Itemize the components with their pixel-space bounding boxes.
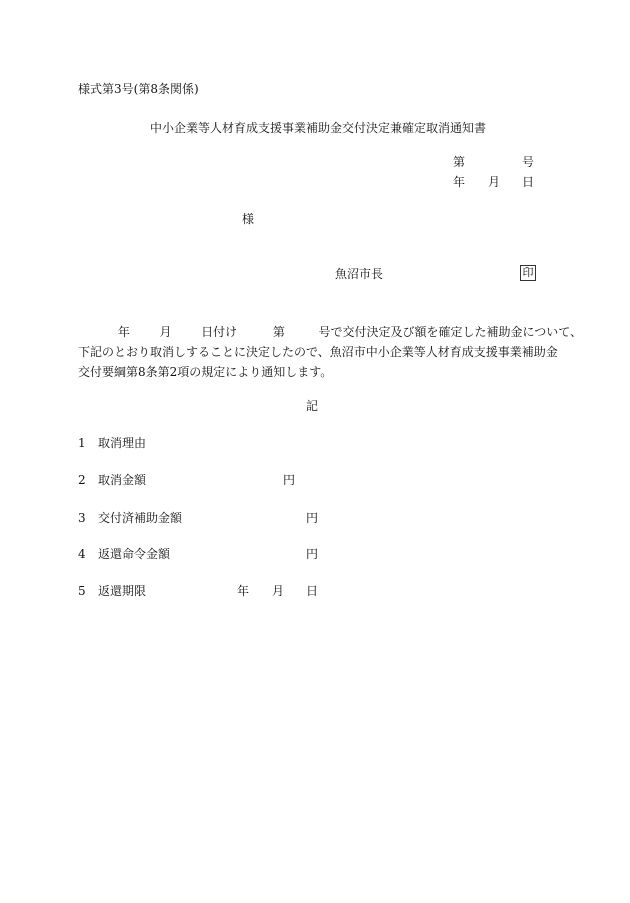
seal-icon: 印	[520, 265, 536, 281]
item-4-number: 4	[78, 547, 86, 561]
doc-number-suffix: 号	[522, 155, 535, 169]
issuer-name: 魚沼市長	[335, 267, 384, 281]
item-3-unit: 円	[306, 511, 319, 525]
item-1-number: 1	[78, 436, 86, 450]
body-paragraph	[78, 322, 583, 382]
body-dai: 第	[272, 325, 285, 339]
item-3-number: 3	[78, 511, 86, 525]
item-4-unit: 円	[306, 547, 319, 561]
body-month: 月	[159, 325, 172, 339]
doc-date-month: 月	[488, 175, 501, 189]
body-year: 年	[117, 325, 130, 339]
item-5-month: 月	[272, 584, 285, 598]
body-line-1	[78, 322, 583, 342]
document-title: 中小企業等人材育成支援事業補助金交付決定兼確定取消通知書	[150, 121, 487, 135]
body-line-2: 下記のとおり取消しすることに決定したので、魚沼市中小企業等人材育成支援事業補助金	[78, 345, 558, 359]
doc-date-year: 年	[453, 175, 466, 189]
ki-heading: 記	[306, 399, 319, 413]
item-2-number: 2	[78, 473, 86, 487]
form-number: 様式第3号(第8条関係)	[78, 82, 199, 96]
doc-number-prefix: 第	[453, 155, 466, 169]
item-2-label: 取消金額	[98, 473, 147, 487]
body-line-3: 交付要綱第8条第2項の規定により通知します。	[78, 365, 333, 379]
item-4-label: 返還命令金額	[98, 547, 171, 561]
item-5-day: 日	[306, 584, 319, 598]
item-2-unit: 円	[283, 473, 296, 487]
item-5-number: 5	[78, 584, 86, 598]
item-5-label: 返還期限	[98, 584, 147, 598]
item-3-label: 交付済補助金額	[98, 511, 183, 525]
addressee-honorific: 様	[242, 212, 255, 226]
doc-date-day: 日	[522, 175, 535, 189]
item-1-label: 取消理由	[98, 436, 147, 450]
item-5-year: 年	[237, 584, 250, 598]
body-rest: 号で交付決定及び額を確定した補助金について、	[318, 325, 583, 339]
body-dated: 日付け	[201, 325, 238, 339]
